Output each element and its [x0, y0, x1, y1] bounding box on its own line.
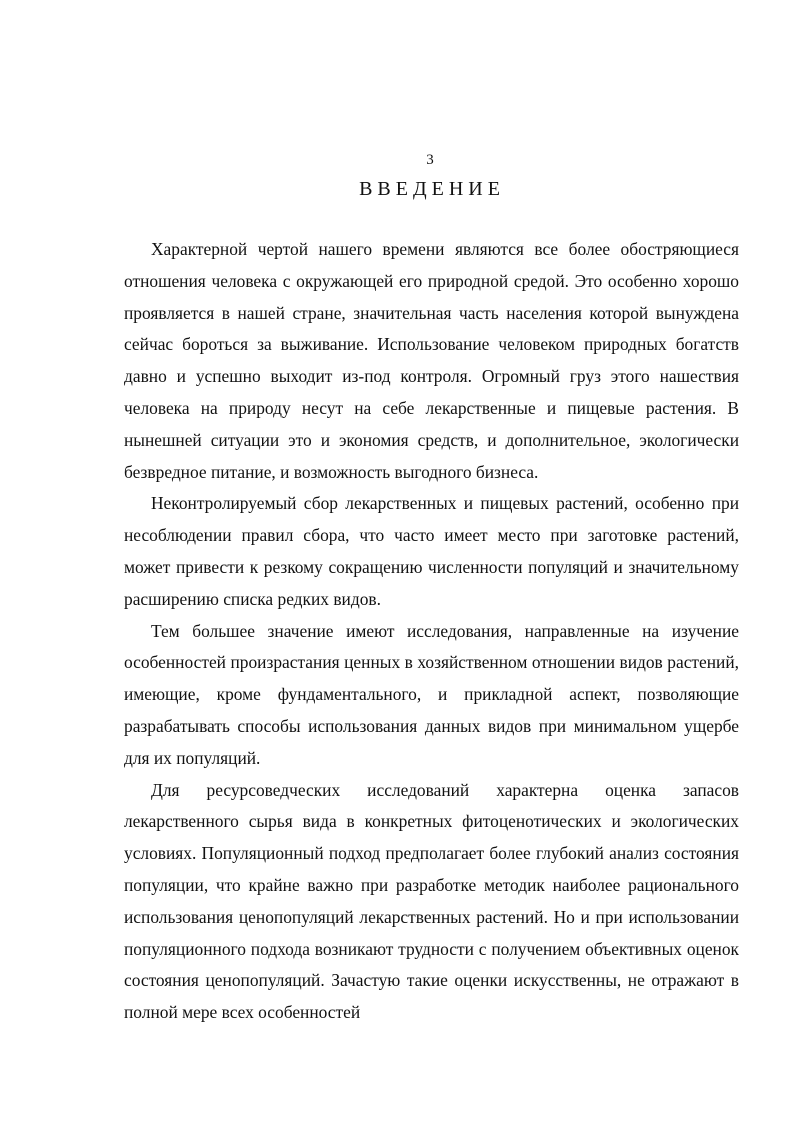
paragraph-1: Характерной чертой нашего времени являются все более обостряющиеся отношения человека с окружающей его природной средой. Это особенно хорошо проявляется в нашей стране, значительная часть населения которой вынуждена сейчас бороться за выживание. Использование человеком природных богатств давно и успешно выходит из-под контроля. Огромный груз этого нашествия человека на природу несут на себе лекарственные и пищевые растения. В нынешней ситуации это и экономия средств, и дополнительное, экологически безвредное питание, и возможность выгодного бизнеса. [124, 239, 739, 482]
page-number: 3 [426, 152, 434, 168]
paragraph-2: Неконтролируемый сбор лекарственных и пищевых растений, особенно при несоблюдении правил сбора, что часто имеет место при заготовке растений, может привести к резкому сокращению численности популяций и значительному расширению списка редких видов. [124, 493, 739, 609]
paragraph-3: Тем большее значение имеют исследования, направленные на изучение особенностей произрастания ценных в хозяйственном отношении видов растений, имеющие, кроме фундаментального, и прикладной аспект, позволяющие разрабатывать способы использования данных видов при минимальном ущербе для их популяций. [124, 620, 739, 768]
body-text [124, 234, 739, 1029]
section-heading: ВВЕДЕНИЕ [359, 178, 505, 200]
paragraph-4: Для ресурсоведческих исследований характерна оценка запасов лекарственного сырья вида в конкретных фитоценотических и экологических условиях. Популяционный подход предполагает более глубокий анализ состояния популяции, что крайне важно при разработке методик наиболее рационального использования ценопопуляций лекарственных растений. Но и при использовании популяционного подхода возникают трудности с получением объективных оценок состояния ценопопуляций. Зачастую такие оценки искусственны, не отражают в полной мере всех особенностей [124, 779, 739, 1023]
